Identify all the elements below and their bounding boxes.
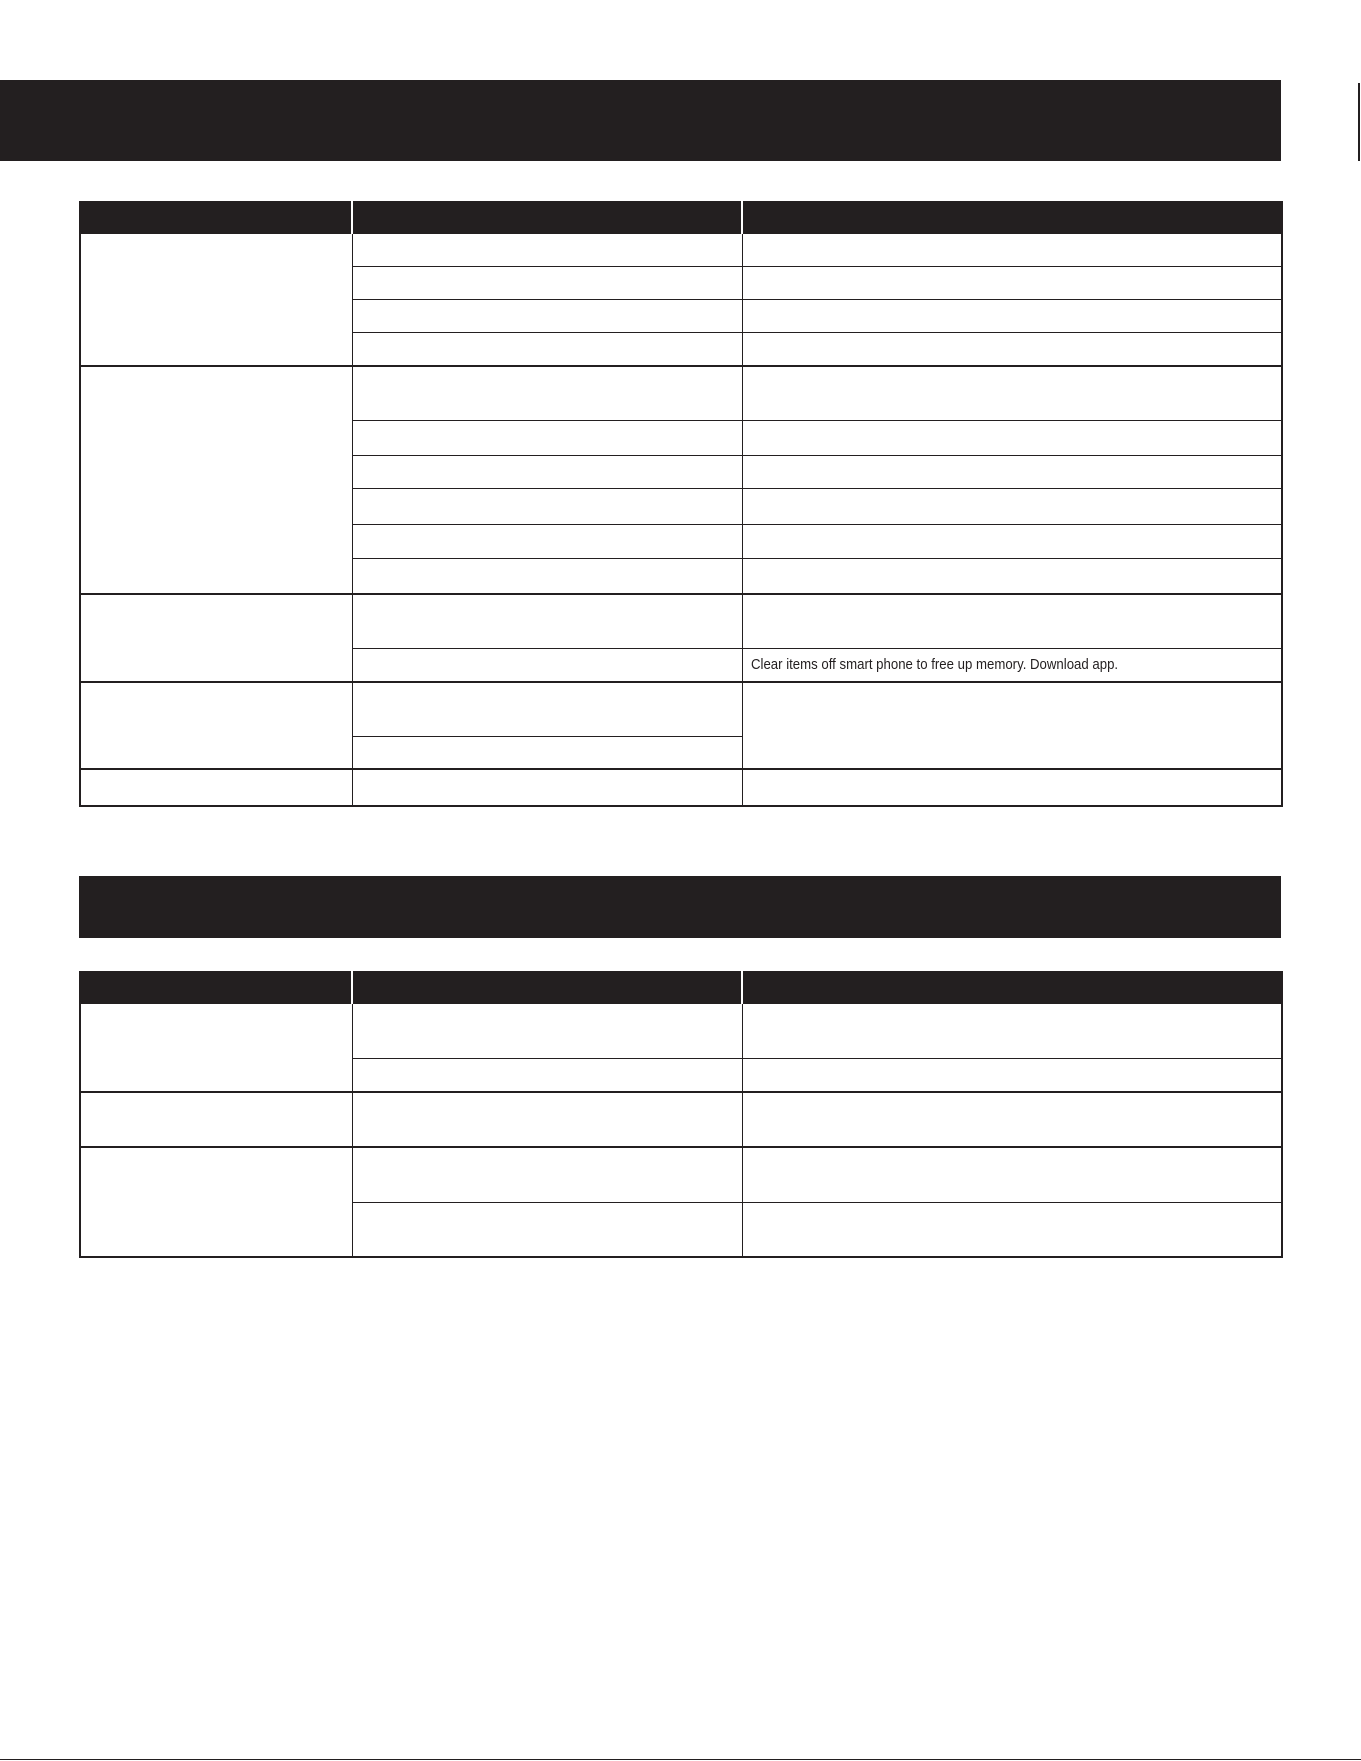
solution-cell [742, 594, 1282, 649]
solution-cell [742, 682, 1282, 769]
cause-cell [352, 1059, 742, 1092]
table-row [80, 234, 1282, 267]
cause-cell [352, 366, 742, 421]
solution-column-header [742, 202, 1282, 234]
cause-cell [352, 234, 742, 267]
cause-cell [352, 1147, 742, 1203]
cause-cell [352, 525, 742, 559]
cause-cell [352, 737, 742, 769]
problem-cell [80, 769, 352, 806]
solution-cell [742, 1004, 1282, 1059]
solution-cell [742, 525, 1282, 559]
solution-cell [742, 559, 1282, 594]
table-row [80, 769, 1282, 806]
troubleshooting-table [79, 201, 1283, 807]
solution-cell [742, 769, 1282, 806]
solution-cell [742, 300, 1282, 333]
cause-cell [352, 649, 742, 682]
problem-cell [80, 594, 352, 682]
solution-cell [742, 1059, 1282, 1092]
cause-cell [352, 1004, 742, 1059]
table-row [80, 1092, 1282, 1147]
cause-cell [352, 769, 742, 806]
table-row [80, 594, 1282, 649]
section-header-bar [79, 876, 1281, 938]
table-row [80, 1004, 1282, 1059]
solution-cell [742, 1203, 1282, 1257]
problem-cell [80, 1147, 352, 1257]
table-header-row [80, 202, 1282, 234]
solution-cell [742, 421, 1282, 456]
problem-cell [80, 1004, 352, 1092]
problem-cell [80, 366, 352, 594]
cause-cell [352, 267, 742, 300]
table-row [80, 366, 1282, 421]
solution-cell [742, 1147, 1282, 1203]
cause-cell [352, 559, 742, 594]
solution-cell [742, 267, 1282, 300]
cause-cell [352, 489, 742, 525]
solution-cell [742, 1092, 1282, 1147]
table-row [80, 682, 1282, 737]
solution-column-header [742, 972, 1282, 1004]
problem-column-header [80, 972, 352, 1004]
problem-column-header [80, 202, 352, 234]
problem-cell [80, 1092, 352, 1147]
page-bottom-rule [0, 1759, 1361, 1760]
cause-cell [352, 1203, 742, 1257]
solution-cell [742, 366, 1282, 421]
cause-cell [352, 1092, 742, 1147]
problem-cell [80, 234, 352, 366]
section-header-bar [0, 80, 1281, 161]
cause-cell [352, 333, 742, 366]
cause-cell [352, 682, 742, 737]
problem-cell [80, 682, 352, 769]
cause-cell [352, 421, 742, 456]
solution-cell [742, 489, 1282, 525]
cause-cell [352, 594, 742, 649]
table-header-row [80, 972, 1282, 1004]
cause-cell [352, 300, 742, 333]
cause-cell [352, 456, 742, 489]
page-edge-mark [1358, 83, 1360, 161]
cause-column-header [352, 972, 742, 1004]
troubleshooting-table [79, 971, 1283, 1258]
solution-cell [742, 333, 1282, 366]
solution-cell: Clear items off smart phone to free up memory. Download app. [742, 649, 1282, 682]
cause-column-header [352, 202, 742, 234]
solution-cell [742, 234, 1282, 267]
table-row [80, 1147, 1282, 1203]
solution-cell [742, 456, 1282, 489]
